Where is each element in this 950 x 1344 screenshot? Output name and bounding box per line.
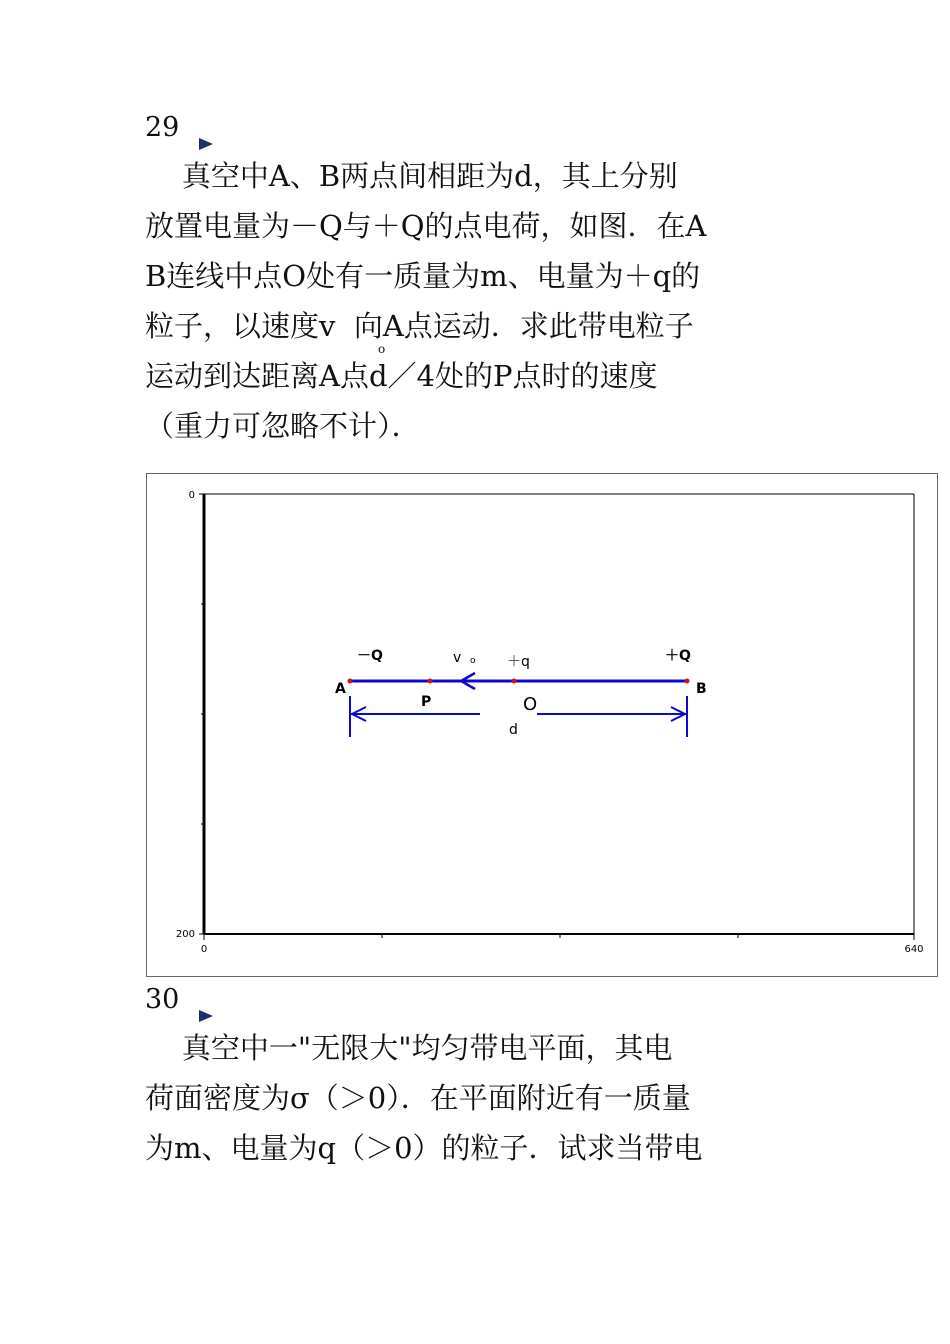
label-a: A — [335, 681, 346, 697]
question-29-line-1: 真空中A、B两点间相距为d，其上分别 — [145, 159, 678, 193]
question-29-line-5: 运动到达距离A点d／4处的P点时的速度 — [145, 359, 658, 393]
dot-o — [512, 679, 517, 684]
charge-diagram — [147, 474, 937, 976]
question-29-line-6: （重力可忽略不计）． — [145, 409, 421, 443]
question-30-line-2: 荷面密度为σ（＞0）．在平面附近有一质量 — [145, 1081, 691, 1115]
question-30-line-1: 真空中一"无限大"均匀带电平面，其电 — [145, 1031, 673, 1065]
question-30-line-3: 为m、电量为q（＞0）的粒子．试求当带电 — [145, 1131, 703, 1165]
label-velocity: v — [453, 650, 462, 666]
label-minus-q: －Q — [357, 648, 383, 664]
question-29-line-2: 放置电量为－Q与＋Q的点电荷，如图．在A — [145, 209, 707, 243]
y-axis-top-label: 0 — [188, 490, 195, 501]
x-axis-right-label: 640 — [904, 944, 924, 955]
play-marker-icon — [199, 1010, 213, 1022]
question-29-number: 29 — [145, 112, 180, 143]
question-29-line-4: 粒子，以速度v 向A点运动．求此带电粒子 — [145, 309, 694, 343]
label-p: P — [421, 694, 432, 710]
dot-b — [685, 679, 690, 684]
question-30-number: 30 — [145, 984, 180, 1015]
x-axis-left-label: 0 — [200, 944, 208, 955]
question-29-line-3: B连线中点O处有一质量为m、电量为＋q的 — [145, 259, 701, 293]
label-d: d — [509, 722, 518, 738]
label-b: B — [696, 681, 707, 697]
dot-a — [348, 679, 353, 684]
y-axis-bottom-label: 200 — [175, 929, 195, 940]
label-velocity-sub: o — [470, 656, 476, 666]
velocity-subscript: o — [378, 342, 386, 356]
figure-frame — [146, 473, 938, 977]
label-o: O — [523, 694, 538, 715]
label-plus-q-particle: ＋q — [507, 654, 530, 670]
label-plus-q: ＋Q — [665, 648, 691, 664]
play-marker-icon — [199, 138, 213, 150]
dot-p — [428, 679, 433, 684]
